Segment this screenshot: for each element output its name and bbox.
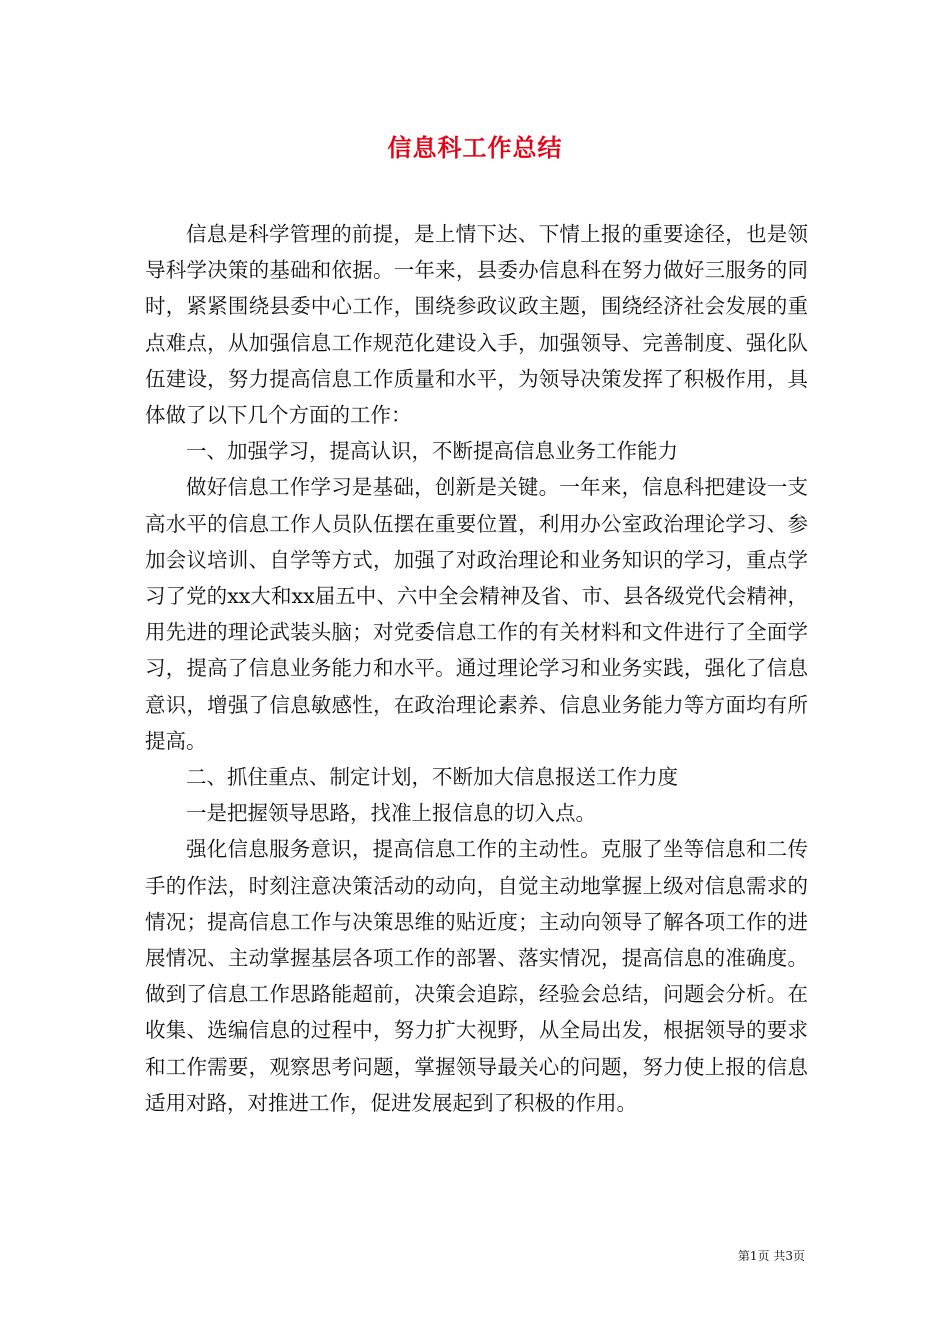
- section-heading-1: 一、加强学习，提高认识，不断提高信息业务工作能力: [186, 439, 678, 464]
- paragraph-section-2-1: 强化信息服务意识，提高信息工作的主动性。克服了坐等信息和二传手的作法，时刻注意决策活动的动向，自觉主动地掌握上级对信息需求的情况；提高信息工作与决策思维的贴近度；主动向领导了解各项工作的进展情况、主动掌握基层各项工作的部署、落实情况，提高信息的准确度。做到了信息工作思路能超前，决策会追踪，经验会总结，问题会分析。在收集、选编信息的过程中，努力扩大视野，从全局出发，根据领导的要求和工作需要，观察思考问题，掌握领导最关心的问题，努力使上报的信息适用对路，对推进工作，促进发展起到了积极的作用。: [145, 837, 808, 1115]
- section-heading-2: 二、抓住重点、制定计划，不断加大信息报送工作力度: [186, 765, 678, 790]
- document-title: 信息科工作总结: [387, 134, 563, 162]
- paragraph-intro: 信息是科学管理的前提，是上情下达、下情上报的重要途径，也是领导科学决策的基础和依据。一年来，县委办信息科在努力做好三服务的同时，紧紧围绕县委中心工作，围绕参政议政主题，围绕经济社会发展的重点难点，从加强信息工作规范化建设入手，加强领导、完善制度、强化队伍建设，努力提高信息工作质量和水平，为领导决策发挥了积极作用，具体做了以下几个方面的工作：: [145, 222, 808, 428]
- document-body: [145, 216, 808, 1121]
- paragraph-section-1: 做好信息工作学习是基础，创新是关键。一年来，信息科把建设一支高水平的信息工作人员队伍摆在重要位置，利用办公室政治理论学习、参加会议培训、自学等方式，加强了对政治理论和业务知识的学习，重点学习了党的xx大和xx届五中、六中全会精神及省、市、县各级党代会精神，用先进的理论武装头脑；对党委信息工作的有关材料和文件进行了全面学习，提高了信息业务能力和水平。通过理论学习和业务实践，强化了信息意识，增强了信息敏感性，在政治理论素养、信息业务能力等方面均有所提高。: [145, 475, 808, 753]
- subheading-2-1: 一是把握领导思路，找准上报信息的切入点。: [186, 801, 596, 826]
- page-number-footer: 第1页 共3页: [737, 1249, 805, 1263]
